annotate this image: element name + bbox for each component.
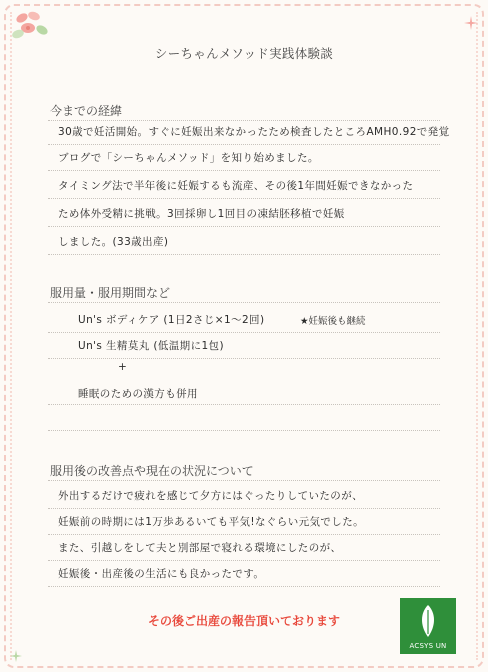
results-line: 妊娠前の時期には1万歩あるいても平気!なぐらい元気でした。 [58,516,364,528]
page-title: シーちゃんメソッド実践体験談 [154,46,334,61]
divider [48,404,440,405]
results-line: また、引越しをして夫と別部屋で寝れる環境にしたのが、 [58,542,342,554]
divider [48,586,440,587]
sparkle-icon [464,16,478,30]
section-heading-dosage: 服用量・服用期間など [50,286,171,300]
section-heading-history: 今までの経緯 [50,104,123,118]
dosage-note: ★妊娠後も継続 [300,316,366,327]
divider [48,358,440,359]
history-line: ため体外受精に挑戦。3回採卵し1回目の凍結胚移植で妊娠 [58,208,345,220]
dosage-line: Un's ボディケア (1日2さじ×1〜2回) [78,314,265,326]
history-line: ブログで「シーちゃんメソッド」を知り始めました。 [58,152,319,164]
divider [48,198,440,199]
results-line: 妊娠後・出産後の生活にも良かったです。 [58,568,265,580]
divider [48,508,440,509]
section-heading-results: 服用後の改善点や現在の状況について [50,464,254,478]
divider [48,302,440,303]
history-line: 30歳で妊活開始。すぐに妊娠出来なかったため検査したところAMH0.92で発覚 [58,126,450,138]
acsys-un-logo [400,598,456,654]
divider [48,332,440,333]
divider [48,120,440,121]
divider [48,170,440,171]
results-line: 外出するだけで疲れを感じて夕方にはぐったりしていたのが、 [58,490,363,502]
sparkle-icon [10,650,22,662]
divider [48,534,440,535]
divider [48,226,440,227]
dosage-plus: + [118,361,128,373]
dosage-line: 睡眠のための漢方も併用 [78,388,198,400]
logo-text: ACSYS UN [409,642,447,650]
birth-report-note: その後ご出産の報告頂いております [147,614,340,628]
history-line: タイミング法で半年後に妊娠するも流産、その後1年間妊娠できなかった [58,180,414,192]
divider [48,144,440,145]
divider [48,560,440,561]
divider [48,254,440,255]
divider [48,480,440,481]
dosage-line: Un's 生精莫丸 (低温期に1包) [78,340,224,352]
leaf-icon [418,604,438,638]
divider [48,430,440,431]
history-line: しました。(33歳出産) [58,236,169,248]
